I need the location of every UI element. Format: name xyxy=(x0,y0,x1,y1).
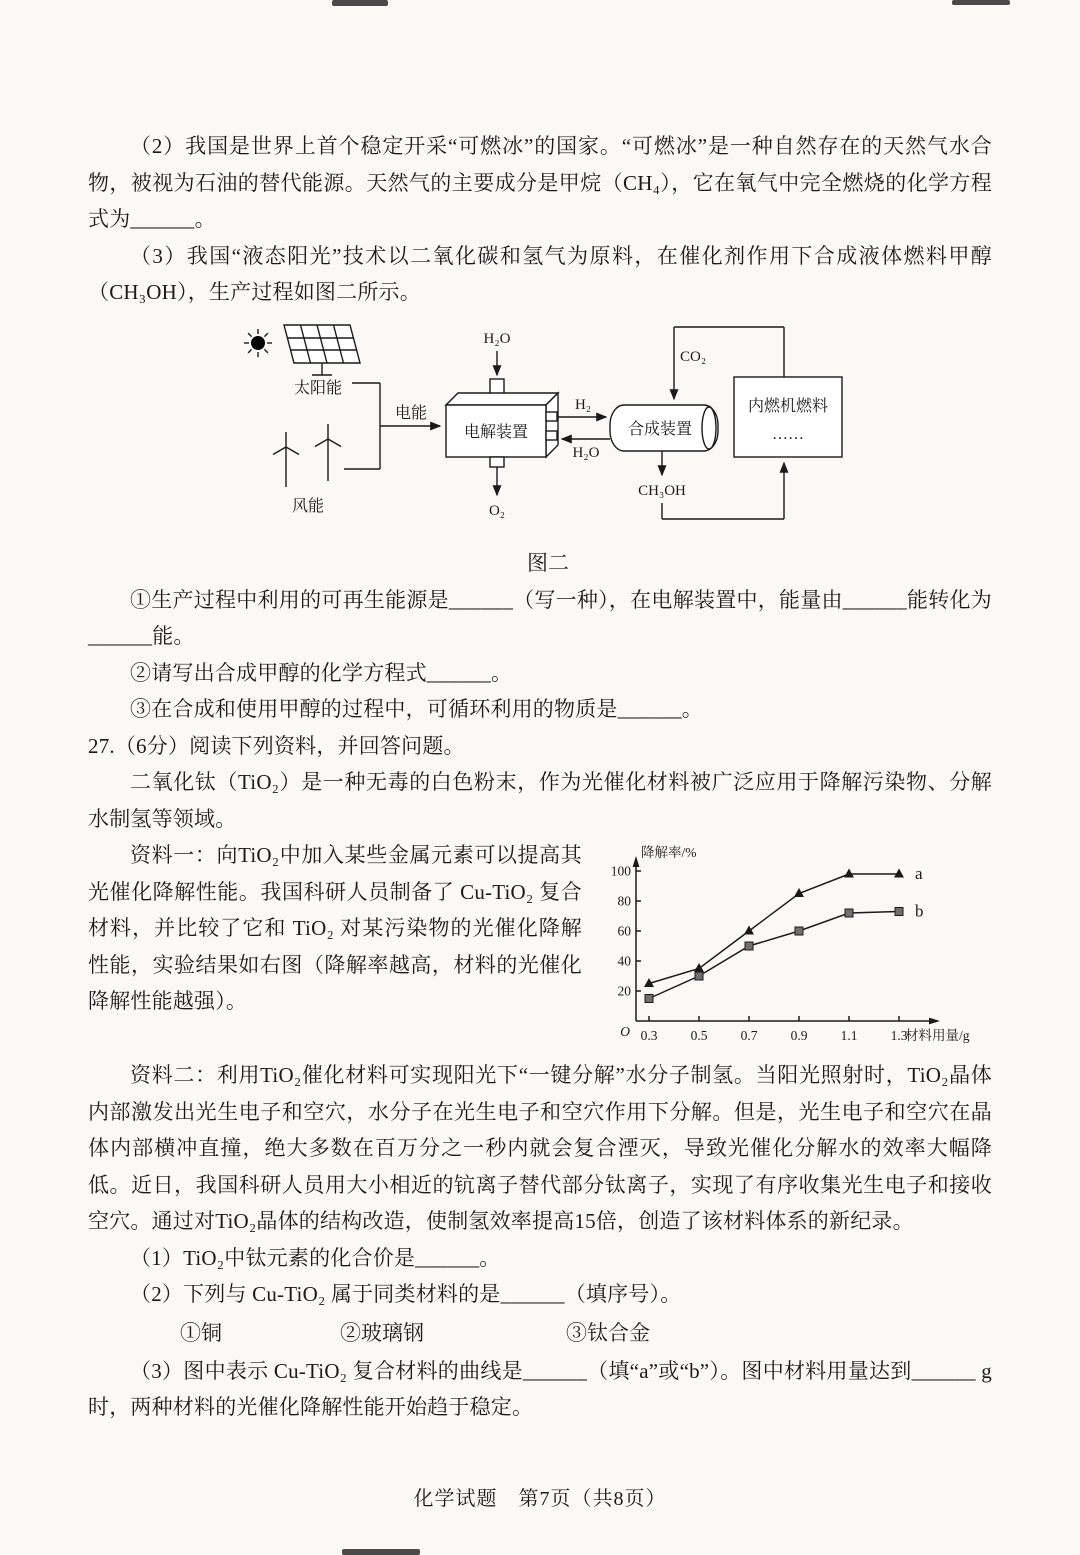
electric-energy-label: 电能 xyxy=(394,404,428,422)
q26-part2-text: （2）我国是世界上首个稳定开采“可燃冰”的国家。“可燃冰”是一种自然存在的天然气水合物，被视为石油的替代能源。天然气的主要成分是甲烷（CH₄），它在氧气中完全燃烧的化学方程式为______。 xyxy=(88,134,992,231)
option-3: ③钛合金 xyxy=(566,1320,650,1345)
square-marker xyxy=(695,972,703,980)
q27-material2: 资料二：利用TiO₂催化材料可实现阳光下“一键分解”水分子制氢。当阳光照射时，TiO₂晶体内部激发出光生电子和空穴，水分子在光生电子和空穴作用下分解。但是，光生电子和空穴在晶体内部横冲直撞，绝大多数在百万分之一秒内就会复合湮灭，导致光催化分解水的效率大幅降低。近日，我国科研人员用大小相近的钪离子替代部分钛离子，实现了有序收集光生电子和接收空穴。通过对TiO₂晶体的结构改造，使制氢效率提高15倍，创造了该材料体系的新纪录。 xyxy=(88,1063,992,1233)
option-1: ①铜 xyxy=(180,1320,222,1345)
electrolysis-label: 电解装置 xyxy=(463,423,529,441)
square-marker xyxy=(895,908,903,916)
svg-text:0.5: 0.5 xyxy=(690,1028,708,1043)
material1-region xyxy=(88,837,992,1057)
electrolysis-device xyxy=(446,379,558,467)
wind-label: 风能 xyxy=(291,497,325,515)
q27-sub1-text: （1）TiO₂中钛元素的化合价是______。 xyxy=(130,1245,501,1270)
q27-sub2-text: （2）下列与 Cu-TiO₂ 属于同类材料的是______（填序号）。 xyxy=(130,1282,682,1306)
svg-text:0.7: 0.7 xyxy=(740,1028,758,1043)
process-diagram xyxy=(228,319,868,580)
solar-label: 太阳能 xyxy=(293,379,343,397)
q27-stem: 27.（6分）阅读下列资料，并回答问题。 xyxy=(88,733,465,758)
option-2: ②玻璃钢 xyxy=(340,1320,424,1345)
co2-label: CO₂ xyxy=(680,348,707,365)
svg-text:O: O xyxy=(620,1024,630,1039)
q27-intro: 二氧化钛（TiO₂）是一种无毒的白色粉末，作为光催化材料被广泛应用于降解污染物、分解水制氢等领域。 xyxy=(88,770,992,831)
triangle-marker xyxy=(694,963,704,972)
series-label-a: a xyxy=(915,864,923,883)
svg-text:1.3: 1.3 xyxy=(890,1028,908,1043)
svg-text:100: 100 xyxy=(610,863,631,879)
energy-bus-lines xyxy=(344,383,440,469)
q27-options-row xyxy=(88,1313,992,1353)
process-diagram-svg xyxy=(228,319,868,541)
svg-text:80: 80 xyxy=(617,893,631,909)
q26-part3-text: （3）我国“液态阳光”技术以二氧化碳和氢气为原料，在催化剂作用下合成液体燃料甲醇（CH₃OH），生产过程如图二所示。 xyxy=(88,243,992,304)
svg-text:降解率/%: 降解率/% xyxy=(641,845,697,860)
square-marker xyxy=(645,995,653,1003)
diagram-caption: 图二 xyxy=(527,550,569,575)
sun-icon xyxy=(244,329,272,357)
q26-sub2-text: ②请写出合成甲醇的化学方程式______。 xyxy=(130,660,513,685)
h2o-mid-label: H₂O xyxy=(572,444,600,461)
q26-sub1-text: ①生产过程中利用的可再生能源是______（写一种），在电解装置中，能量由______能转化为______能。 xyxy=(88,587,992,648)
h2-label: H₂ xyxy=(574,396,592,413)
svg-text:60: 60 xyxy=(617,923,631,939)
svg-text:材料用量/g: 材料用量/g xyxy=(905,1028,970,1043)
engine-fuel-box xyxy=(734,377,842,457)
degradation-chart-svg xyxy=(594,841,992,1048)
triangle-marker xyxy=(744,926,754,935)
wind-turbine-icon xyxy=(273,424,341,487)
solar-panel-icon xyxy=(284,325,360,375)
series-a xyxy=(644,864,923,987)
ch3oh-label: CH₃OH xyxy=(638,482,686,499)
svg-text:1.1: 1.1 xyxy=(840,1028,858,1043)
square-marker xyxy=(745,942,753,950)
q26-sub3-text: ③在合成和使用甲醇的过程中，可循环利用的物质是______。 xyxy=(130,697,703,721)
series-b xyxy=(645,902,924,1003)
square-marker xyxy=(845,909,853,917)
svg-text:0.9: 0.9 xyxy=(790,1028,808,1043)
q27-material1: 资料一：向TiO₂中加入某些金属元素可以提高其光催化降解性能。我国科研人员制备了 Cu-TiO₂ 复合材料，并比较了它和 TiO₂ 对某污染物的光催化降解性能，实验结果如右图（降解率越高，材料的光催化降解性能越强）。 xyxy=(88,843,582,1013)
o2-label: O₂ xyxy=(488,502,506,519)
triangle-marker xyxy=(894,869,904,878)
h2o-top-label: H₂O xyxy=(483,330,511,347)
q27-sub3-text: （3）图中表示 Cu-TiO₂ 复合材料的曲线是______（填“a”或“b”）。图中材料用量达到______ g 时，两种材料的光催化降解性能开始趋于稳定。 xyxy=(88,1358,992,1419)
svg-text:40: 40 xyxy=(617,953,631,969)
series-label-b: b xyxy=(915,901,924,921)
svg-text:20: 20 xyxy=(617,983,631,999)
svg-text:0.3: 0.3 xyxy=(640,1028,658,1043)
engine-fuel-label: 内燃机燃料 xyxy=(747,397,829,415)
page-footer: 化学试题 第7页（共8页） xyxy=(413,1488,667,1510)
synthesis-label: 合成装置 xyxy=(627,420,693,438)
degradation-chart xyxy=(594,841,992,1053)
engine-fuel-dots: …… xyxy=(772,425,804,443)
triangle-marker xyxy=(844,869,854,878)
square-marker xyxy=(795,927,803,935)
